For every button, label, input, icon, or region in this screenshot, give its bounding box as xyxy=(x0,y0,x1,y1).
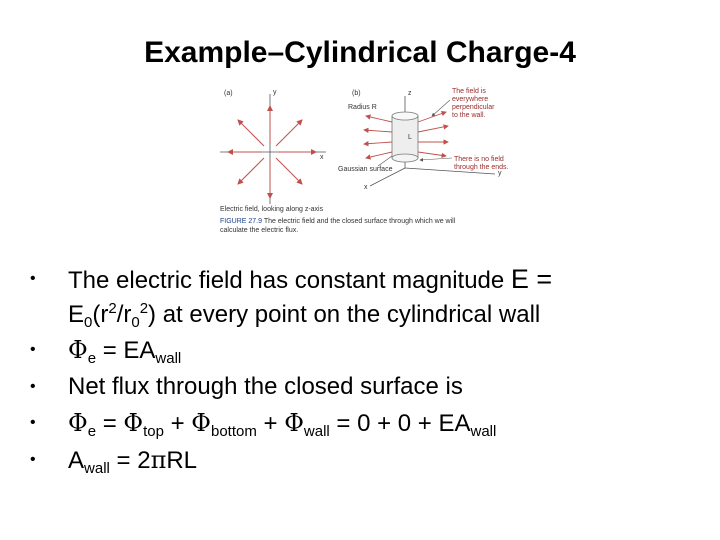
panel-b-axis-y: y xyxy=(498,170,502,177)
subscript: wall xyxy=(303,423,330,440)
annotation-line: perpendicular xyxy=(452,104,495,111)
superscript: 2 xyxy=(139,300,149,317)
pi-symbol: π xyxy=(150,446,167,474)
bullet-text: (r xyxy=(92,301,109,328)
radius-label: Radius R xyxy=(348,104,377,111)
phi-symbol: Φ xyxy=(123,409,144,437)
subscript: 0 xyxy=(84,314,93,331)
bullet-text: The electric field has constant magnitude xyxy=(68,267,511,294)
panel-a-label: (a) xyxy=(224,90,233,97)
bullet-dot: • xyxy=(30,378,36,395)
figure-number: FIGURE 27.9 xyxy=(220,218,263,225)
bullet-text: + xyxy=(256,410,285,437)
subscript: wall xyxy=(155,350,182,367)
bullet-flux-sum xyxy=(30,405,710,442)
annotation-line: everywhere xyxy=(452,96,489,103)
subscript: 0 xyxy=(131,314,140,331)
bullet-dot: • xyxy=(30,341,36,358)
panel-a-axis-y: y xyxy=(273,89,277,96)
bullet-text: ) at every point on the cylindrical wall xyxy=(148,301,541,328)
annotation-line: The field is xyxy=(452,88,486,95)
bullet-net-flux xyxy=(30,369,710,405)
bullet-text: E xyxy=(68,301,85,328)
phi-symbol: Φ xyxy=(68,336,88,364)
bullet-text: A xyxy=(68,447,85,474)
superscript: 2 xyxy=(108,300,117,317)
bullet-text: = xyxy=(96,410,124,437)
gaussian-surface-label: Gaussian surface xyxy=(338,166,393,173)
bullet-text: = 0 + 0 + EA xyxy=(329,410,471,437)
bullet-wall-area xyxy=(30,442,710,479)
annotation-line: through the ends. xyxy=(454,164,509,171)
figure-caption-line-1: The electric field and the closed surface through which we will xyxy=(263,218,456,225)
bullet-text: = EA xyxy=(96,337,156,364)
panel-a-axes xyxy=(220,94,326,204)
panel-b-axis-x: x xyxy=(364,184,368,191)
bullet-flux-equals xyxy=(30,332,710,369)
gaussian-cylinder xyxy=(392,112,418,162)
cylinder-field-figure xyxy=(220,86,510,246)
bullet-text: + xyxy=(163,410,192,437)
bullet-text: = 2 xyxy=(109,447,151,474)
subscript: top xyxy=(143,423,164,440)
slide-title: Example–Cylindrical Charge-4 xyxy=(144,36,576,69)
bullet-dot: • xyxy=(30,270,36,287)
phi-symbol: Φ xyxy=(284,409,304,437)
figure-caption-line-2: calculate the electric flux. xyxy=(220,227,299,234)
subscript: wall xyxy=(470,423,497,440)
panel-a-axis-x: x xyxy=(320,154,324,161)
annotation-line: There is no field xyxy=(454,156,504,163)
subscript: bottom xyxy=(210,423,257,440)
figure-caption xyxy=(220,218,455,226)
bullet-dot: • xyxy=(30,451,36,468)
bullet-text: /r xyxy=(116,301,132,328)
annotation-perpendicular xyxy=(452,88,494,120)
length-label: L xyxy=(408,134,412,141)
phi-symbol: Φ xyxy=(191,409,211,437)
annotation-no-field-ends xyxy=(454,156,509,172)
bullet-field-magnitude xyxy=(30,262,710,332)
panel-a-caption: Electric field, looking along z-axis xyxy=(220,206,324,213)
annotation-line: to the wall. xyxy=(452,112,486,119)
phi-symbol: Φ xyxy=(68,409,88,437)
bullet-dot: • xyxy=(30,414,36,431)
bullet-equation: E = xyxy=(510,264,553,294)
panel-b-axis-z: z xyxy=(408,90,412,97)
bullet-text: Net flux through the closed surface is xyxy=(68,373,463,400)
bullet-list xyxy=(30,262,710,479)
subscript: e xyxy=(87,423,97,440)
subscript: e xyxy=(87,350,97,367)
subscript: wall xyxy=(84,460,110,477)
panel-b-label: (b) xyxy=(352,90,361,97)
bullet-text: RL xyxy=(166,447,198,474)
